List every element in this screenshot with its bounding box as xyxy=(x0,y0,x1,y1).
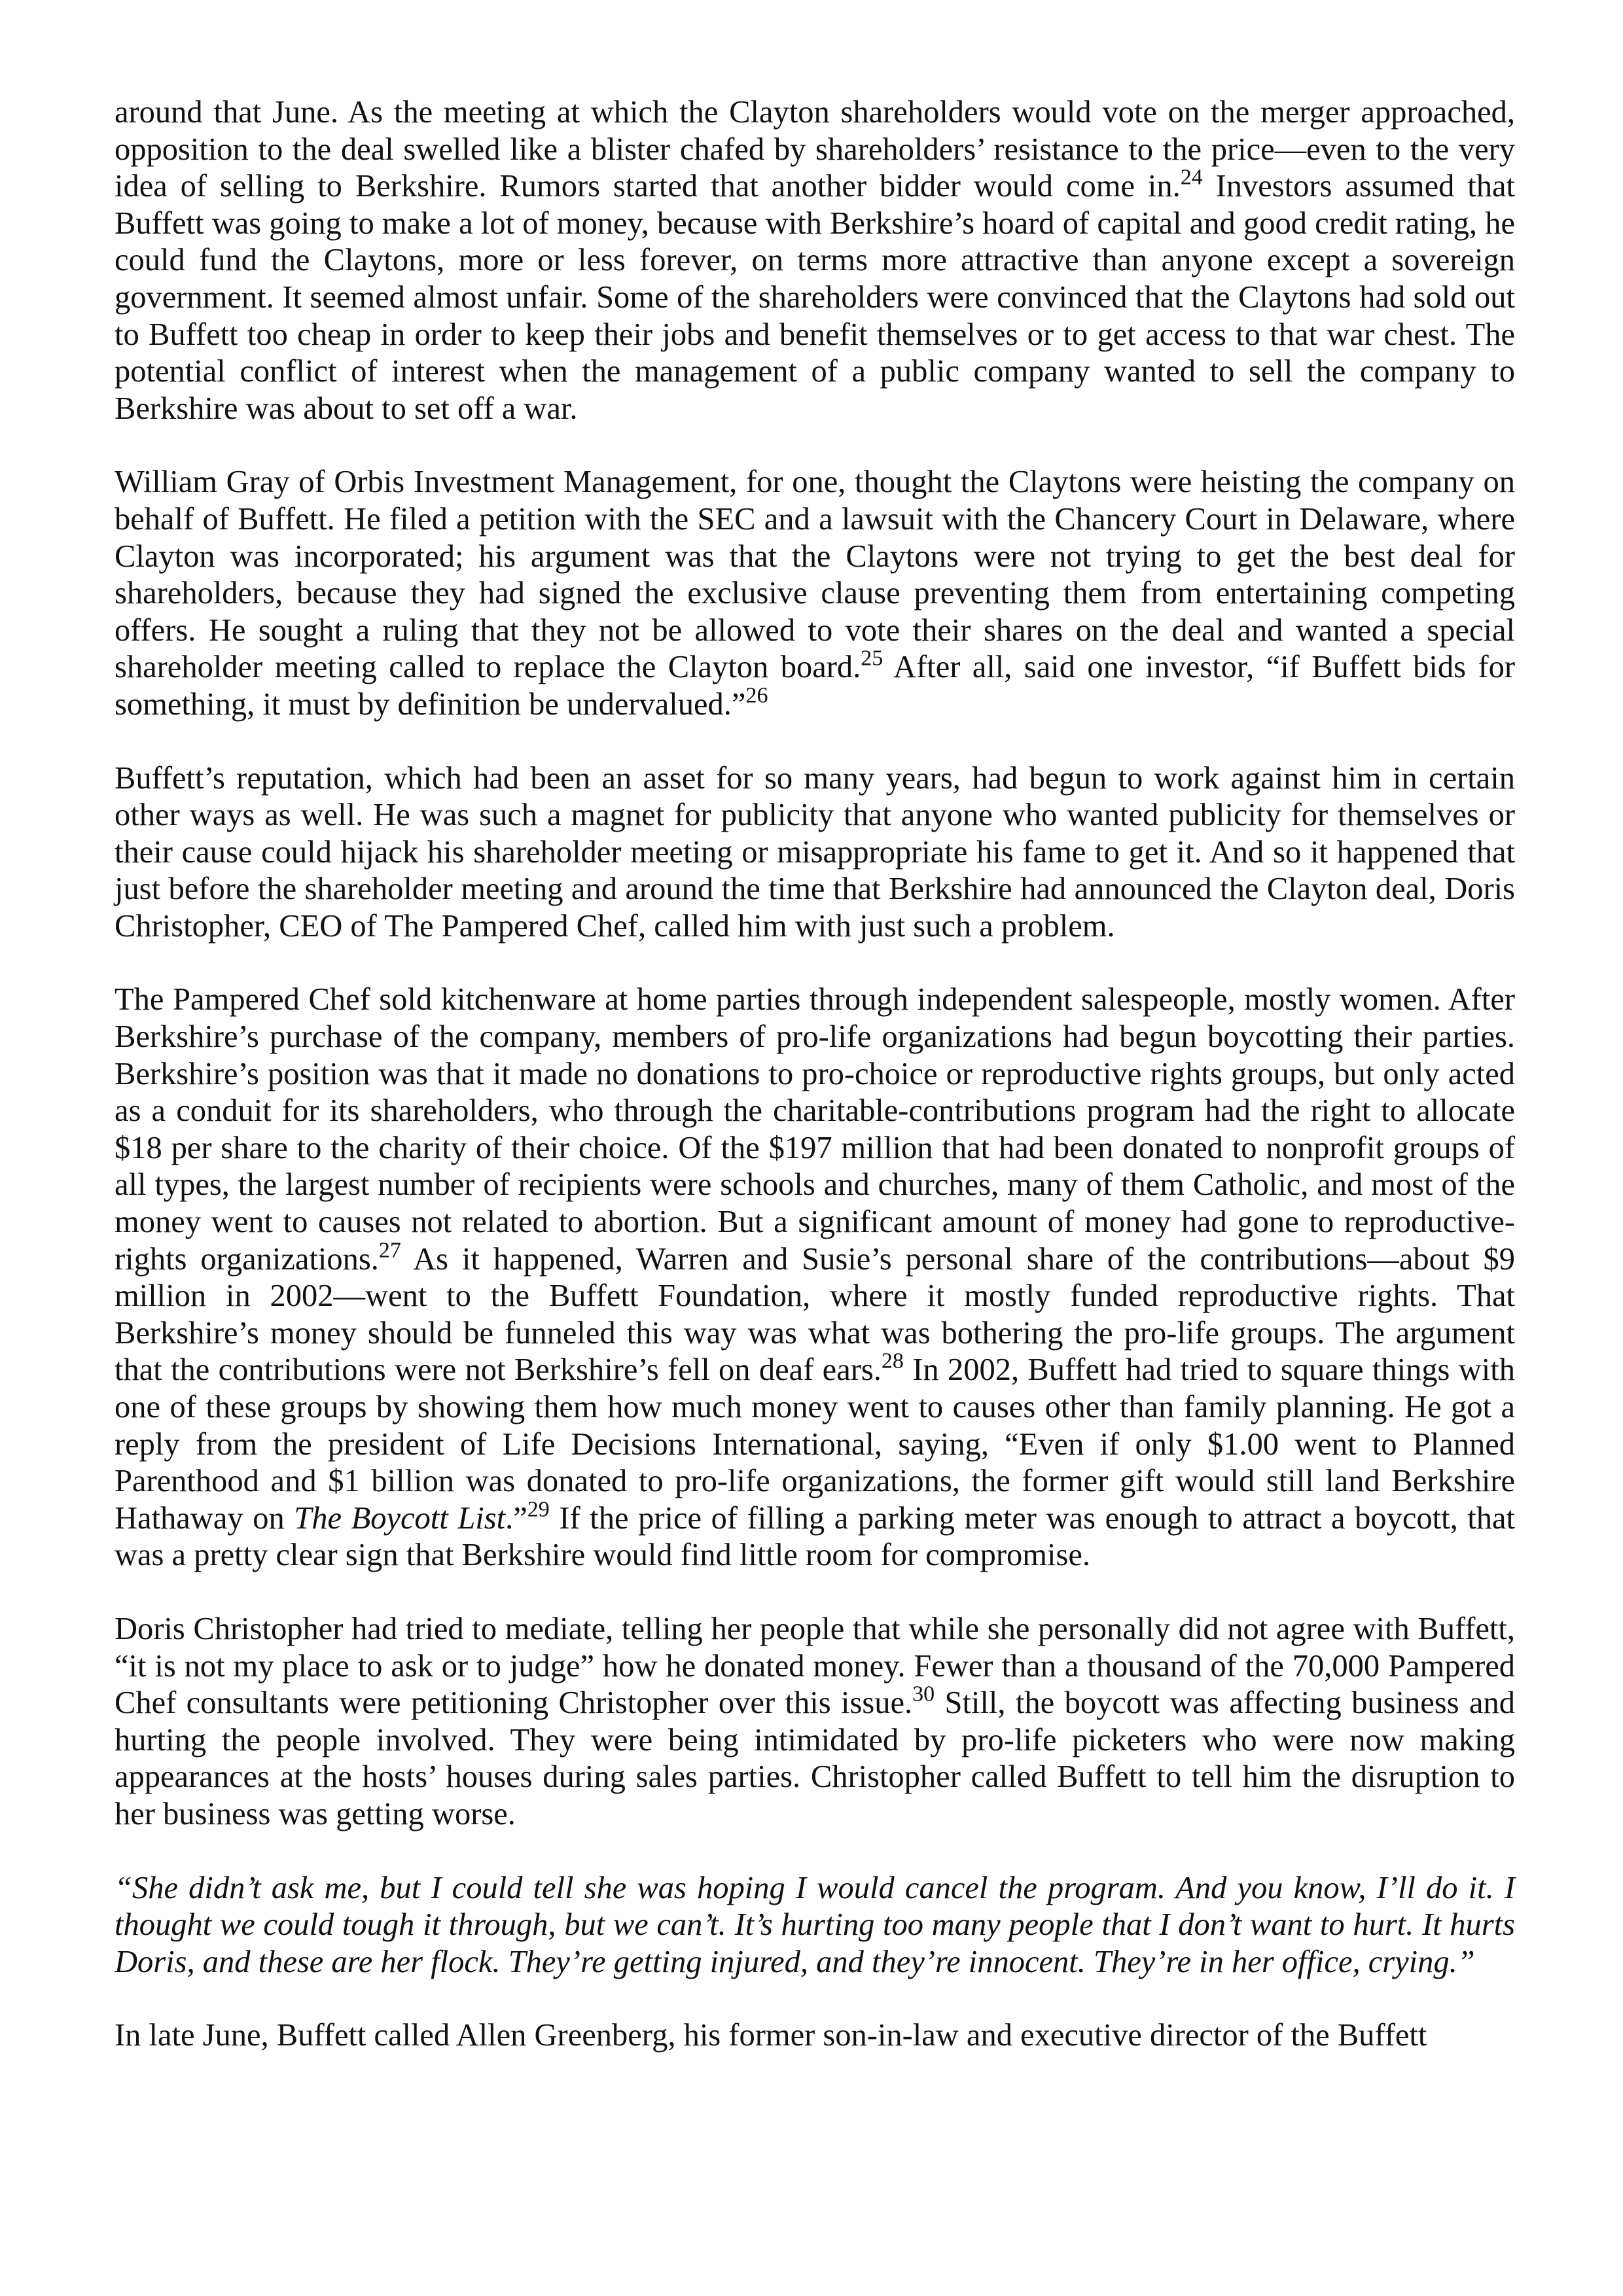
paragraph xyxy=(115,760,1515,945)
quote-paragraph xyxy=(115,1870,1515,1981)
paragraph xyxy=(115,981,1515,1574)
text-run: around that June. As the meeting at which the Clayton shareholders would vote on the merger approached, opposition to the deal swelled like a blister chafed by shareholders’ resistance to the price—even to the very idea of selling to Berkshire. Rumors started that another bidder would come in. xyxy=(115,95,1515,204)
footnote-marker: 30 xyxy=(912,1682,935,1706)
paragraph xyxy=(115,2017,1515,2055)
text-run: Still, the boycott was affecting business and hurting the people involved. They were being intimidated by pro-life picketers who were now making appearances at the hosts’ houses during sales parties. Christopher called Buffett to tell him the disruption to her business was getting worse. xyxy=(115,1686,1515,1831)
footnote-marker: 29 xyxy=(527,1497,550,1522)
footnote-marker: 28 xyxy=(881,1349,904,1373)
book-title: The Boycott List xyxy=(294,1500,506,1536)
footnote-marker: 24 xyxy=(1180,165,1203,190)
body-text xyxy=(115,94,1515,2055)
text-run: In late June, Buffett called Allen Greenberg, his former son-in-law and executive director of the Buffett xyxy=(115,2018,1427,2053)
text-run: Buffett’s reputation, which had been an asset for so many years, had begun to work against him in certain other ways as well. He was such a magnet for publicity that anyone who wanted publicity for themselves or their cause could hijack his shareholder meeting or misappropriate his fame to get it. And so it happened that just before the shareholder meeting and around the time that Berkshire had announced the Clayton deal, Doris Christopher, CEO of The Pampered Chef, called him with just such a problem. xyxy=(115,760,1515,944)
text-run: William Gray of Orbis Investment Management, for one, thought the Claytons were heisting the company on behalf of Buffett. He filed a petition with the SEC and a lawsuit with the Chancery Court in Delaware, where Clayton was incorporated; his argument was that the Claytons were not trying to get the best deal for shareholders, because they had signed the exclusive clause preventing them from entertaining competing offers. He sought a ruling that they not be allowed to vote their shares on the deal and wanted a special shareholder meeting called to replace the Clayton board. xyxy=(115,465,1515,685)
footnote-marker: 27 xyxy=(378,1237,401,1262)
text-run: .” xyxy=(505,1500,527,1536)
paragraph xyxy=(115,94,1515,427)
text-run: In 2002, Buffett had tried to square things with one of these groups by showing them how much money went to causes other than family planning. He got a reply from the president of Life Decisions International, saying, “Even if only $1.00 went to Planned Parenthood and $1 billion was donated to pro-life organizations, the former gift would still land Berkshire Hathaway on xyxy=(115,1352,1515,1536)
text-run: “She didn’t ask me, but I could tell she was hoping I would cancel the program. And you know, I’ll do it. I thought we could tough it through, but we can’t. It’s hurting too many people that I don’t want to hurt. It hurts Doris, and these are her flock. They’re getting injured, and they’re innocent. They’re in her office, crying.” xyxy=(115,1870,1515,1979)
text-run: Doris Christopher had tried to mediate, telling her people that while she personally did not agree with Buffett, “it is not my place to ask or to judge” how he donated money. Fewer than a thousand of the 70,000 Pampered Chef consultants were petitioning Christopher over this issue. xyxy=(115,1611,1515,1721)
text-run: The Pampered Chef sold kitchenware at home parties through independent salespeople, mostly women. After Berkshire’s purchase of the company, members of pro-life organizations had begun boycotting their parties. Berkshire’s position was that it made no donations to pro-choice or reproductive rights groups, but only acted as a conduit for its shareholders, who through the charitable-contributions program had the right to allocate $18 per share to the charity of their choice. Of the $197 million that had been donated to nonprofit groups of all types, the largest number of recipients were schools and churches, many of them Catholic, and most of the money went to causes not related to abortion. But a significant amount of money had gone to reproductive-rights organizations. xyxy=(115,982,1515,1277)
footnote-marker: 26 xyxy=(745,683,768,708)
text-run: If the price of filling a parking meter was enough to attract a boycott, that was a pretty clear sign that Berkshire would find little room for compromise. xyxy=(115,1500,1516,1573)
text-run: After all, said one investor, “if Buffett bids for something, it must by definition be undervalued.” xyxy=(115,650,1515,722)
paragraph xyxy=(115,464,1515,723)
paragraph xyxy=(115,1611,1515,1833)
text-run: Investors assumed that Buffett was going to make a lot of money, because with Berkshire’s hoard of capital and good credit rating, he could fund the Claytons, more or less forever, on terms more attractive than anyone except a sovereign government. It seemed almost unfair. Some of the shareholders were convinced that the Claytons had sold out to Buffett too cheap in order to keep their jobs and benefit themselves or to get access to that war chest. The potential conflict of interest when the management of a public company wanted to sell the company to Berkshire was about to set off a war. xyxy=(115,169,1515,426)
footnote-marker: 25 xyxy=(861,646,883,671)
text-run: As it happened, Warren and Susie’s personal share of the contributions—about $9 million in 2002—went to the Buffett Foundation, where it mostly funded reproductive rights. That Berkshire’s money should be funneled this way was what was bothering the pro-life groups. The argument that the contributions were not Berkshire’s fell on deaf ears. xyxy=(115,1241,1515,1388)
